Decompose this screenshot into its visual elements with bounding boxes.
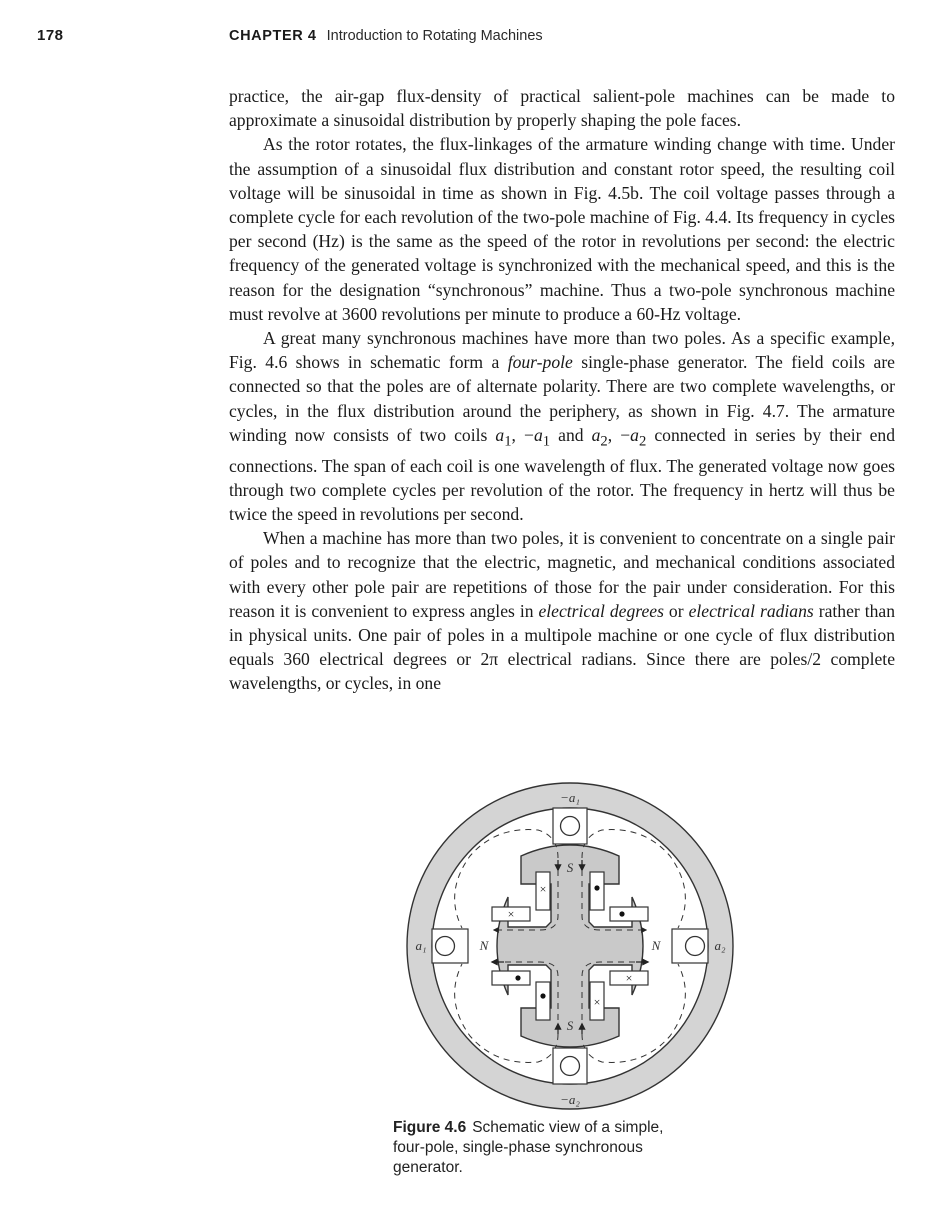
field-coil-upper-right-horizontal [610,907,648,921]
coil-subscript: 1 [504,433,512,450]
coil-right [686,937,705,956]
label-top-pole: S [566,860,574,875]
conjunction: or [663,600,689,621]
electrical-degrees-emphasis: electrical degrees [538,600,664,621]
paragraph-2: As the rotor rotates, the flux-linkages of the armature winding change with time. Under the assumption of a sinusoidal flux distribution and constant rotor speed, the resulting coil voltage will be sinusoidal in time as shown in Fig. 4.5b. The coil voltage passes through a complete cycle for each revolution of the two-pole machine of Fig. 4.4. Its frequency in cycles per second (Hz) is the same as the speed of the rotor in revolutions per second: the electric frequency of the generated voltage is synchronized with the mechanical speed, and this is the reason for the designation “synchronous” machine. Thus a two-pole synchronous machine must revolve at 3600 revolutions per minute to produce a 60-Hz voltage. [229,134,895,324]
page-header [0,27,936,49]
label-left-pole: N [479,938,489,953]
generator-schematic [400,776,740,1112]
dot-mark [619,911,624,916]
paragraph-4 [229,526,895,695]
figure-caption [393,1118,683,1178]
field-coil-lower-left-horizontal [492,971,530,985]
four-pole-emphasis: four-pole [507,352,573,373]
label-top-coil: −a₁ [560,790,580,805]
conjunction: and [550,424,592,445]
label-left-coil: a₁ [415,938,427,953]
coil-subscript: 2 [600,433,608,450]
dot-mark [594,885,599,890]
body-text [229,84,895,696]
dot-mark [540,993,545,998]
label-bottom-coil: −a₂ [560,1092,580,1107]
separator: , − [607,424,631,445]
chapter-label: CHAPTER 4 [229,28,317,44]
cross-mark: × [539,882,547,896]
coil-subscript: 2 [638,433,647,450]
paragraph-4-text-b: rather than in physical units. One pair of poles in a multipole machine or one cycle of flux distribution equals 360 electrical degrees or 2π electrical radians. Since there are poles/2 complete wavelengths, or cycles, in one [229,600,896,694]
label-bottom-pole: S [566,1018,574,1033]
field-coil-upper-right-vertical [590,872,604,910]
chapter-title: Introduction to Rotating Machines [326,28,543,44]
four-pole-generator-figure [400,776,740,1112]
cross-mark: × [593,995,601,1009]
coil-top [561,817,580,836]
coil-subscript: 1 [542,433,551,450]
page-number: 178 [37,27,64,44]
coil-left [436,937,455,956]
coil-bottom [561,1057,580,1076]
label-right-pole: N [651,938,661,953]
coil-symbol: a [533,424,543,445]
field-coil-lower-left-vertical [536,982,550,1020]
electrical-radians-emphasis: electrical radians [688,600,814,621]
paragraph-3-text-b: single-phase generator. The field coils are connected so that the poles are of alternate polarity. There are two complete wavelengths, or cycles, in the flux distribution around the periphery, as shown in Fig. 4.7. The armature winding now consists of two coils [229,352,895,445]
coil-symbol: a [495,424,505,445]
cross-mark: × [507,907,515,921]
paragraph-3 [229,326,895,526]
figure-label: Figure 4.6 [393,1119,467,1136]
dot-mark [515,975,520,980]
cross-mark: × [625,971,633,985]
figure-caption-text: Schematic view of a simple, four-pole, single-phase synchronous generator. [393,1119,664,1176]
paragraph-1: practice, the air-gap flux-density of practical salient-pole machines can be made to approximate a sinusoidal distribution by properly shaping the pole faces. [229,86,895,131]
label-right-coil: a₂ [714,938,726,953]
coil-symbol: a [591,424,601,445]
running-head [229,28,543,44]
paragraph-3-text-a: A great many synchronous machines have more than two poles. As a specific example, Fig. 4.6 shows in schematic form a [229,328,895,373]
paragraph-4-text-a: When a machine has more than two poles, it is convenient to concentrate on a single pair of poles and to recognize that the electric, magnetic, and mechanical conditions associated with every other pole pair are repetitions of those for the pair under consideration. For this reason it is convenient to express angles in [229,528,895,621]
paragraph-3-text-c: connected in series by their end connections. The span of each coil is one wavelength of flux. The generated voltage now goes through two complete cycles per revolution of the rotor. The frequency in hertz will thus be twice the speed in revolutions per second. [229,424,896,524]
coil-symbol: a [630,424,639,445]
separator: , − [511,424,534,445]
